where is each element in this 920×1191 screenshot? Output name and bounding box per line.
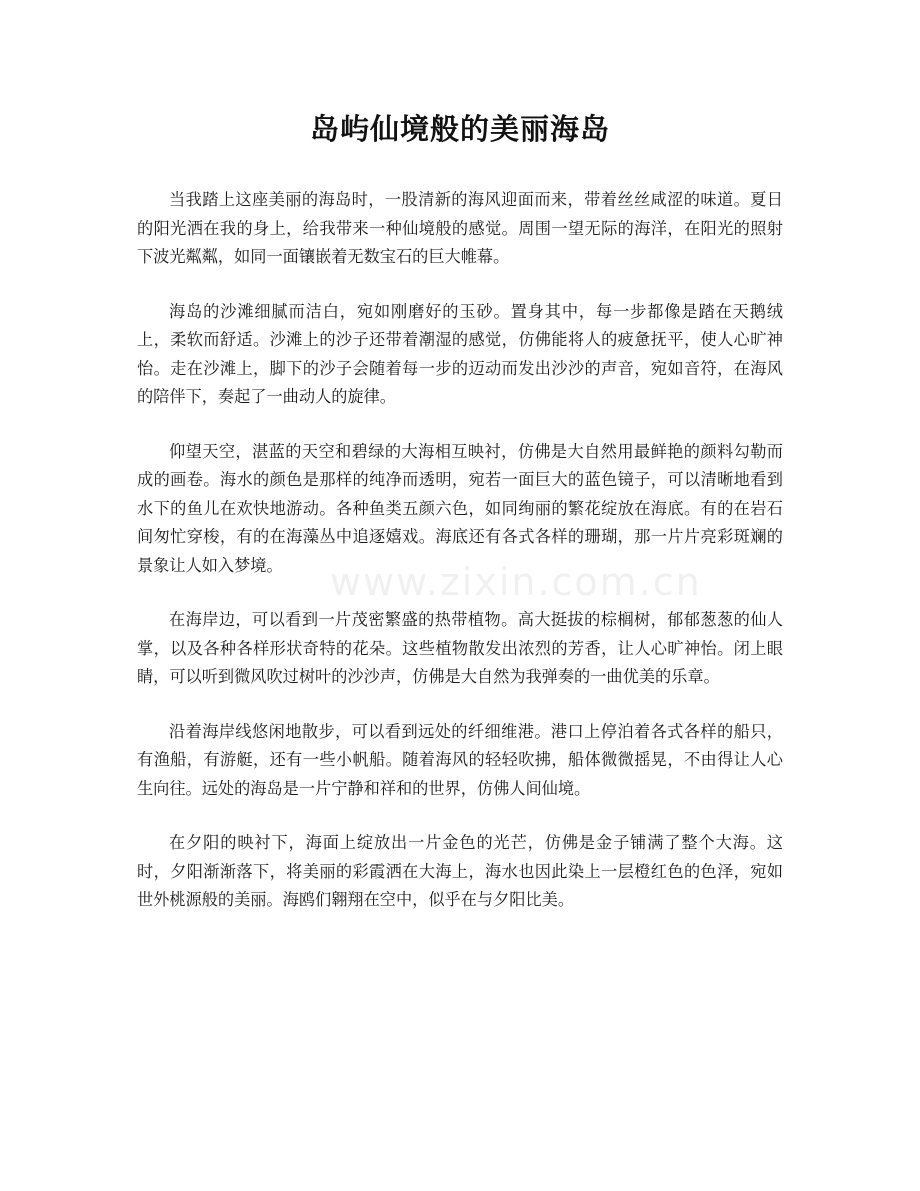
document-title: 岛屿仙境般的美丽海岛 — [309, 112, 610, 146]
paragraph: 仰望天空，湛蓝的天空和碧绿的大海相互映衬，仿佛是大自然用最鲜艳的颜料勾勒而成的画卷。海水的颜色是那样的纯净而透明，宛若一面巨大的蓝色镜子，可以清晰地看到水下的鱼儿在欢快地游动。各种鱼类五颜六色，如同绚丽的繁花绽放在海底。有的在岩石间匆忙穿梭，有的在海藻丛中追逐嬉戏。海底还有各式各样的珊瑚，那一片片亮彩斑斓的景象让人如入梦境。 — [137, 441, 783, 575]
document-body — [137, 186, 783, 941]
paragraph: 在海岸边，可以看到一片茂密繁盛的热带植物。高大挺拔的棕榈树，郁郁葱葱的仙人掌，以及各种各样形状奇特的花朵。这些植物散发出浓烈的芳香，让人心旷神怡。闭上眼睛，可以听到微风吹过树叶的沙沙声，仿佛是大自然为我弹奏的一曲优美的乐章。 — [137, 610, 783, 686]
paragraph: 当我踏上这座美丽的海岛时，一股清新的海风迎面而来，带着丝丝咸涩的味道。夏日的阳光洒在我的身上，给我带来一种仙境般的感觉。周围一望无际的海洋，在阳光的照射下波光粼粼，如同一面镶嵌着无数宝石的巨大帷幕。 — [137, 190, 783, 266]
watermark: www.zixin.com.cn — [330, 560, 702, 604]
paragraph: 在夕阳的映衬下，海面上绽放出一片金色的光芒，仿佛是金子铺满了整个大海。这时，夕阳渐渐落下，将美丽的彩霞洒在大海上，海水也因此染上一层橙红色的色泽，宛如世外桃源般的美丽。海鸥们翱翔在空中，似乎在与夕阳比美。 — [137, 833, 783, 909]
paragraph: 沿着海岸线悠闲地散步，可以看到远处的纤细维港。港口上停泊着各式各样的船只，有渔船，有游艇，还有一些小帆船。随着海风的轻轻吹拂，船体微微摇晃，不由得让人心生向往。远处的海岛是一片宁静和祥和的世界，仿佛人间仙境。 — [137, 721, 783, 798]
paragraph: 海岛的沙滩细腻而洁白，宛如刚磨好的玉砂。置身其中，每一步都像是踏在天鹅绒上，柔软而舒适。沙滩上的沙子还带着潮湿的感觉，仿佛能将人的疲惫抚平，使人心旷神怡。走在沙滩上，脚下的沙子会随着每一步的迈动而发出沙沙的声音，宛如音符，在海风的陪伴下，奏起了一曲动人的旋律。 — [137, 301, 783, 406]
